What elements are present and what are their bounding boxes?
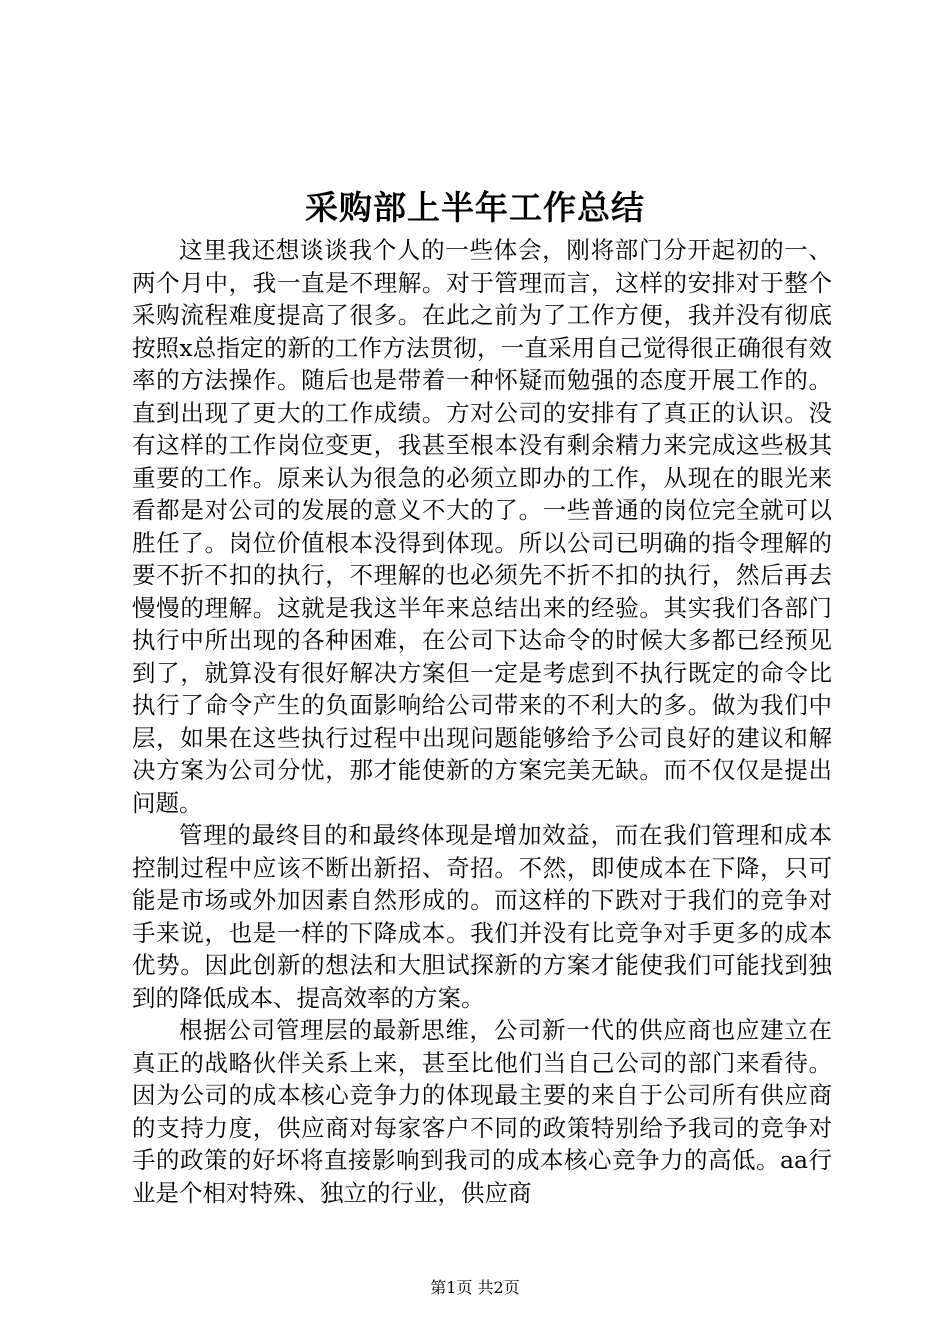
document-body: [132, 234, 832, 1209]
document-title: 采购部上半年工作总结: [305, 188, 645, 227]
paragraph-3: 根据公司管理层的最新思维，公司新一代的供应商也应建立在真正的战略伙伴关系上来，甚至比他们当自己公司的部门来看待。因为公司的成本核心竞争力的体现最主要的来自于公司所有供应商的支持力度，供应商对每家客户不同的政策特别给予我司的竞争对手的政策的好坏将直接影响到我司的成本核心竞争力的高低。aa行业是个相对特殊、独立的行业，供应商: [132, 1016, 832, 1207]
paragraph-2: 管理的最终目的和最终体现是增加效益，而在我们管理和成本控制过程中应该不断出新招、奇招。不然，即使成本在下降，只可能是市场或外加因素自然形成的。而这样的下跌对于我们的竞争对手来说，也是一样的下降成本。我们并没有比竞争对手更多的成本优势。因此创新的想法和大胆试探新的方案才能使我们可能找到独到的降低成本、提高效率的方案。: [132, 821, 832, 1012]
paragraph-1: 这里我还想谈谈我个人的一些体会，刚将部门分开起初的一、两个月中，我一直是不理解。对于管理而言，这样的安排对于整个采购流程难度提高了很多。在此之前为了工作方便，我并没有彻底按照x总指定的新的工作方法贯彻，一直采用自己觉得很正确很有效率的方法操作。随后也是带着一种怀疑而勉强的态度开展工作的。直到出现了更大的工作成绩。方对公司的安排有了真正的认识。没有这样的工作岗位变更，我甚至根本没有剩余精力来完成这些极其重要的工作。原来认为很急的必须立即办的工作，从现在的眼光来看都是对公司的发展的意义不大的了。一些普通的岗位完全就可以胜任了。岗位价值根本没得到体现。所以公司已明确的指令理解的要不折不扣的执行，不理解的也必须先不折不扣的执行，然后再去慢慢的理解。这就是我这半年来总结出来的经验。其实我们各部门执行中所出现的各种困难，在公司下达命令的时候大多都已经预见到了，就算没有很好解决方案但一定是考虑到不执行既定的命令比执行了命令产生的负面影响给公司带来的不利大的多。做为我们中层，如果在这些执行过程中出现问题能够给予公司良好的建议和解决方案为公司分忧，那才能使新的方案完美无缺。而不仅仅是提出问题。: [132, 236, 832, 817]
page-number-footer: 第1页 共2页: [430, 1278, 520, 1297]
